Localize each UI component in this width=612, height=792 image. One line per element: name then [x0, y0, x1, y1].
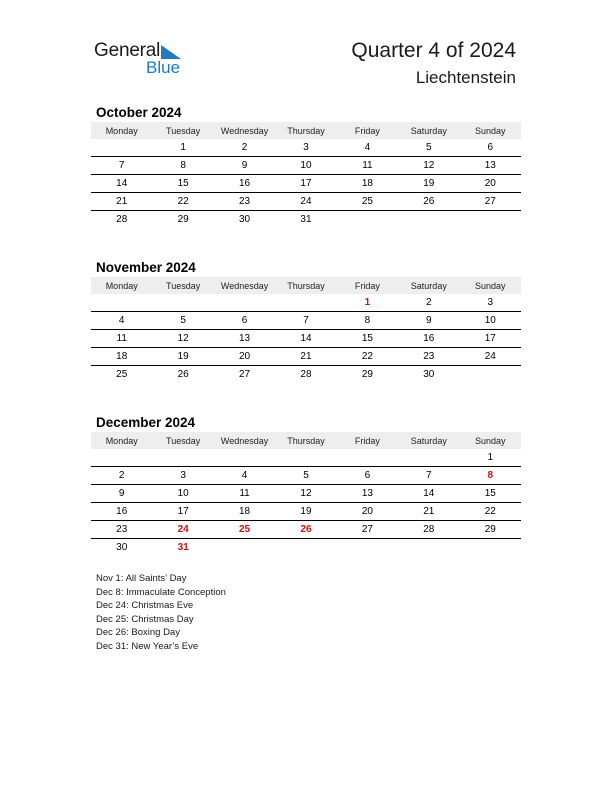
logo-general-text: General: [94, 40, 161, 61]
weekday-header: Thursday: [275, 432, 336, 449]
day-cell: 22: [460, 503, 521, 521]
day-cell: 9: [214, 157, 275, 175]
day-cell: 31: [300, 214, 312, 225]
weekday-header: Tuesday: [152, 277, 213, 294]
calendar-table: [91, 122, 521, 228]
day-cell: [214, 539, 275, 557]
day-cell: 18: [91, 348, 152, 366]
week-row: [91, 157, 521, 175]
month-november: [91, 258, 521, 383]
day-cell: 28: [116, 214, 128, 225]
day-cell: 13: [460, 157, 521, 175]
day-cell: 23: [91, 521, 152, 539]
page-title: Quarter 4 of 2024: [351, 39, 516, 62]
day-cell: [275, 539, 336, 557]
day-cell: 4: [337, 139, 398, 157]
day-cell: 7: [91, 157, 152, 175]
day-cell: 23: [214, 193, 275, 211]
logo-blue-text: Blue: [146, 58, 181, 77]
day-cell: 21: [398, 503, 459, 521]
day-cell: 26: [275, 521, 336, 539]
day-cell: 19: [275, 503, 336, 521]
day-cell: 31: [177, 542, 189, 553]
day-cell: 8: [337, 312, 398, 330]
weekday-header-row: [91, 122, 521, 139]
day-cell: 20: [214, 348, 275, 366]
day-cell: 16: [91, 503, 152, 521]
weekday-header: Sunday: [460, 122, 521, 139]
day-cell: 12: [398, 157, 459, 175]
day-cell: [398, 211, 459, 229]
weekday-header: Monday: [91, 122, 152, 139]
week-row: [91, 330, 521, 348]
day-cell: 15: [460, 485, 521, 503]
day-cell: 27: [238, 369, 251, 380]
day-cell: 3: [460, 294, 521, 312]
day-cell: [152, 294, 213, 312]
day-cell: [214, 294, 275, 312]
week-row: [91, 139, 521, 157]
week-row: [91, 503, 521, 521]
day-cell: 3: [275, 139, 336, 157]
day-cell: 26: [177, 369, 189, 380]
day-cell: [337, 449, 398, 467]
day-cell: 25: [116, 369, 128, 380]
day-cell: 10: [152, 485, 213, 503]
weekday-header: Thursday: [275, 122, 336, 139]
day-cell: 16: [398, 330, 459, 348]
day-cell: [275, 449, 336, 467]
day-cell: 23: [398, 348, 459, 366]
day-cell: 22: [337, 348, 398, 366]
day-cell: 27: [460, 193, 521, 211]
week-row: [91, 193, 521, 211]
day-cell: 19: [152, 348, 213, 366]
day-cell: 6: [460, 139, 521, 157]
day-cell: 28: [300, 369, 312, 380]
day-cell: 16: [214, 175, 275, 193]
day-cell: 29: [460, 521, 521, 539]
country-name: Liechtenstein: [415, 68, 516, 87]
week-row: [91, 294, 521, 312]
month-october: [91, 103, 521, 228]
day-cell: [337, 539, 398, 557]
day-cell: 3: [152, 467, 213, 485]
weekday-header: Friday: [337, 277, 398, 294]
day-cell: 15: [337, 330, 398, 348]
day-cell: [91, 139, 152, 157]
day-cell: [398, 449, 459, 467]
day-cell: 17: [460, 330, 521, 348]
weekday-header: Tuesday: [152, 122, 213, 139]
week-row: [91, 485, 521, 503]
week-row: [91, 348, 521, 366]
day-cell: 13: [337, 485, 398, 503]
day-cell: 8: [460, 467, 521, 485]
day-cell: 9: [91, 485, 152, 503]
day-cell: 25: [337, 193, 398, 211]
day-cell: 4: [214, 467, 275, 485]
day-cell: 5: [398, 139, 459, 157]
day-cell: 9: [398, 312, 459, 330]
day-cell: 20: [337, 503, 398, 521]
day-cell: 30: [116, 542, 128, 553]
weekday-header: Friday: [337, 122, 398, 139]
holiday-item: Dec 8: Immaculate Conception: [96, 586, 226, 598]
weekday-header-row: [91, 432, 521, 449]
day-cell: [398, 539, 459, 557]
day-cell: 1: [460, 449, 521, 467]
day-cell: 7: [275, 312, 336, 330]
day-cell: 6: [337, 467, 398, 485]
holiday-item: Nov 1: All Saints’ Day: [96, 573, 187, 584]
day-cell: 11: [214, 485, 275, 503]
day-cell: [460, 211, 521, 229]
day-cell: [91, 294, 152, 312]
day-cell: 11: [91, 330, 152, 348]
day-cell: 20: [460, 175, 521, 193]
day-cell: 10: [275, 157, 336, 175]
month-title: November 2024: [96, 260, 196, 275]
day-cell: 8: [152, 157, 213, 175]
day-cell: 4: [91, 312, 152, 330]
day-cell: [275, 294, 336, 312]
holiday-item: Dec 26: Boxing Day: [96, 627, 180, 638]
holiday-item: Dec 24: Christmas Eve: [96, 600, 194, 611]
weekday-header: Wednesday: [214, 432, 275, 449]
weekday-header: Saturday: [398, 432, 459, 449]
day-cell: [214, 449, 275, 467]
day-cell: 21: [91, 193, 152, 211]
day-cell: 27: [337, 521, 398, 539]
week-row: [91, 366, 521, 384]
day-cell: 24: [460, 348, 521, 366]
weekday-header: Sunday: [460, 432, 521, 449]
day-cell: 28: [398, 521, 459, 539]
holiday-item: Dec 25: Christmas Day: [96, 613, 194, 625]
week-row: [91, 521, 521, 539]
day-cell: 21: [275, 348, 336, 366]
logo: [94, 40, 194, 80]
day-cell: 22: [152, 193, 213, 211]
month-december: [91, 413, 521, 556]
weekday-header: Tuesday: [152, 432, 213, 449]
day-cell: 2: [214, 139, 275, 157]
week-row: [91, 211, 521, 229]
day-cell: 17: [275, 175, 336, 193]
day-cell: 13: [214, 330, 275, 348]
day-cell: 5: [275, 467, 336, 485]
day-cell: 12: [152, 330, 213, 348]
week-row: [91, 467, 521, 485]
day-cell: [460, 539, 521, 557]
day-cell: 5: [152, 312, 213, 330]
weekday-header: Monday: [91, 277, 152, 294]
day-cell: 18: [214, 503, 275, 521]
weekday-header: Wednesday: [214, 277, 275, 294]
day-cell: 7: [398, 467, 459, 485]
day-cell: 30: [423, 369, 435, 380]
day-cell: 17: [152, 503, 213, 521]
day-cell: 15: [152, 175, 213, 193]
weekday-header: Monday: [91, 432, 152, 449]
day-cell: 29: [361, 369, 373, 380]
week-row: [91, 449, 521, 467]
day-cell: [152, 449, 213, 467]
day-cell: [337, 211, 398, 229]
calendar-table: [91, 277, 521, 383]
weekday-header: Wednesday: [214, 122, 275, 139]
day-cell: 6: [214, 312, 275, 330]
calendar-table: [91, 432, 521, 556]
day-cell: 30: [238, 214, 251, 225]
day-cell: [91, 449, 152, 467]
month-title: December 2024: [96, 415, 196, 430]
title-block: [351, 38, 516, 90]
day-cell: 12: [275, 485, 336, 503]
day-cell: 2: [398, 294, 459, 312]
day-cell: 26: [398, 193, 459, 211]
day-cell: 1: [152, 139, 213, 157]
day-cell: 14: [398, 485, 459, 503]
day-cell: 25: [214, 521, 275, 539]
month-title: October 2024: [96, 105, 182, 120]
day-cell: 11: [337, 157, 398, 175]
day-cell: 29: [177, 214, 189, 225]
weekday-header: Sunday: [460, 277, 521, 294]
day-cell: 1: [337, 294, 398, 312]
day-cell: 2: [91, 467, 152, 485]
day-cell: 19: [398, 175, 459, 193]
day-cell: 14: [275, 330, 336, 348]
weekday-header: Saturday: [398, 122, 459, 139]
holiday-list: [96, 572, 226, 653]
week-row: [91, 175, 521, 193]
week-row: [91, 312, 521, 330]
day-cell: 10: [460, 312, 521, 330]
day-cell: 18: [337, 175, 398, 193]
week-row: [91, 539, 521, 557]
weekday-header: Saturday: [398, 277, 459, 294]
weekday-header: Friday: [337, 432, 398, 449]
day-cell: [460, 366, 521, 384]
day-cell: 24: [275, 193, 336, 211]
day-cell: 24: [152, 521, 213, 539]
day-cell: 14: [91, 175, 152, 193]
weekday-header: Thursday: [275, 277, 336, 294]
weekday-header-row: [91, 277, 521, 294]
holiday-item: Dec 31: New Year’s Eve: [96, 640, 199, 652]
